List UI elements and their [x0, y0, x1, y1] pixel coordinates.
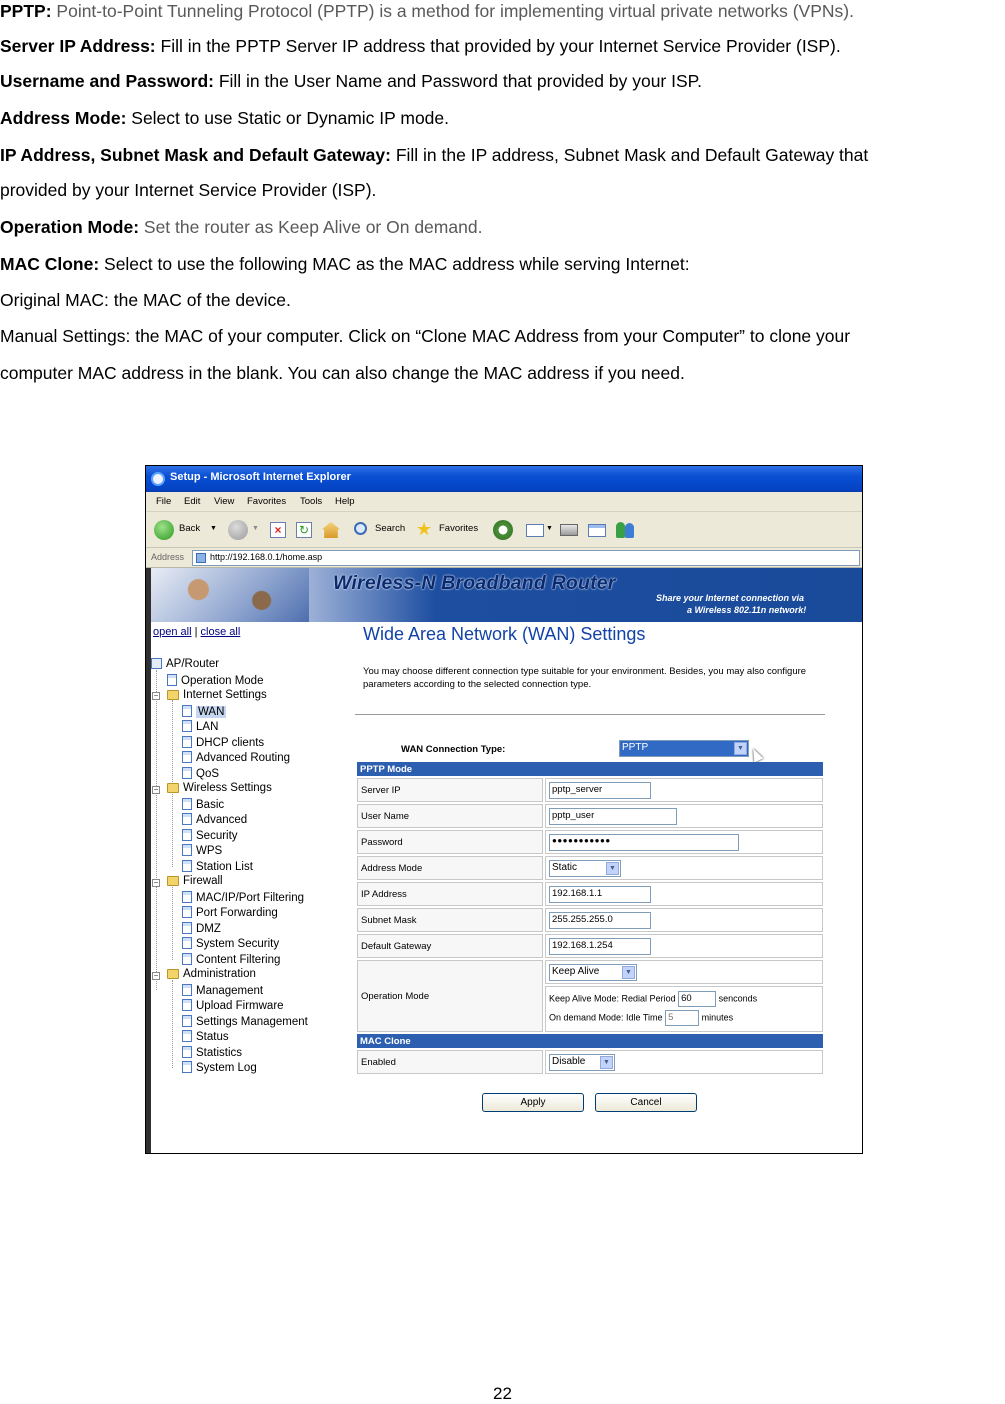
page-icon	[182, 736, 192, 748]
address-bar	[146, 548, 862, 568]
wan-connection-type-label: WAN Connection Type:	[401, 744, 506, 755]
page-icon	[182, 922, 192, 934]
wan-connection-type-value: PPTP	[622, 742, 649, 753]
server-ip-description: Fill in the PPTP Server IP address that provided by your Internet Service Provider (ISP).	[155, 36, 841, 56]
history-icon	[493, 520, 513, 540]
folder-icon	[167, 876, 179, 886]
menu-favorites[interactable]: Favorites	[247, 496, 287, 507]
search-button[interactable]	[352, 518, 412, 542]
page-icon	[167, 674, 177, 686]
redial-period-input[interactable]: 60	[678, 991, 716, 1007]
stop-icon: ×	[270, 522, 286, 538]
open-all-link[interactable]: open all	[153, 626, 192, 638]
star-icon: ★	[416, 519, 433, 539]
server-ip-input[interactable]: pptp_server	[549, 782, 651, 799]
folder-icon	[167, 783, 179, 793]
banner-tagline-2: a Wireless 802.11n network!	[687, 605, 807, 615]
ip-description: Fill in the IP address, Subnet Mask and Default Gateway that	[390, 145, 869, 165]
chevron-down-icon: ▼	[600, 1056, 613, 1069]
chevron-down-icon: ▼	[622, 966, 635, 979]
address-input[interactable]	[192, 550, 860, 566]
address-mode-description: Select to use Static or Dynamic IP mode.	[126, 108, 450, 128]
chevron-down-icon: ▼	[734, 742, 747, 755]
operation-mode-paragraph	[0, 216, 482, 238]
apply-button[interactable]: Apply	[482, 1093, 584, 1112]
favorites-button[interactable]	[416, 518, 484, 542]
forward-arrow-icon	[228, 520, 248, 540]
sidebar-item-lan[interactable]: LAN	[182, 720, 218, 735]
enabled-label: Enabled	[357, 1050, 543, 1074]
divider	[355, 714, 825, 715]
sidebar-item-internet-settings[interactable]: Internet Settings	[167, 689, 267, 704]
sidebar-item-operation-mode[interactable]: Operation Mode	[167, 674, 263, 689]
mac-clone-paragraph	[0, 253, 690, 275]
refresh-button[interactable]	[294, 518, 314, 542]
sidebar-item-management[interactable]: Management	[182, 984, 263, 999]
page-icon	[182, 1015, 192, 1027]
sidebar-item-security[interactable]: Security	[182, 829, 238, 844]
banner-photo	[151, 568, 309, 622]
server-ip-label: Server IP	[357, 778, 543, 802]
page-icon	[182, 798, 192, 810]
page-icon	[182, 705, 192, 717]
back-label: Back	[179, 523, 201, 534]
ip-address-label: IP Address	[357, 882, 543, 906]
mac-clone-select[interactable]	[549, 1054, 615, 1071]
sidebar-item-upload-firmware[interactable]: Upload Firmware	[182, 999, 284, 1014]
sidebar-item-system-log[interactable]: System Log	[182, 1061, 257, 1076]
page-icon	[182, 1046, 192, 1058]
menu-file[interactable]: File	[156, 496, 172, 507]
page-icon	[182, 984, 192, 996]
password-input[interactable]: ●●●●●●●●●●●	[549, 834, 739, 851]
page-title: Wide Area Network (WAN) Settings	[363, 624, 646, 644]
page-icon	[182, 860, 192, 872]
sidebar-item-content-filtering[interactable]: Content Filtering	[182, 953, 280, 968]
address-mode-value: Static	[552, 861, 578, 873]
page-icon	[182, 751, 192, 763]
address-label: Address	[151, 552, 185, 562]
back-dropdown-icon: ▼	[210, 525, 217, 532]
collapse-icon[interactable]: −	[153, 971, 159, 980]
mail-button[interactable]	[524, 518, 554, 542]
page-icon	[182, 767, 192, 779]
sidebar-item-qos[interactable]: QoS	[182, 767, 219, 782]
page-icon	[182, 720, 192, 732]
router-banner	[151, 568, 862, 622]
chevron-down-icon: ▼	[606, 862, 619, 875]
page-icon	[182, 937, 192, 949]
page-icon	[182, 891, 192, 903]
sidebar-item-wan[interactable]: WAN	[182, 705, 226, 720]
close-all-link[interactable]: close all	[200, 626, 241, 638]
ip-paragraph	[0, 144, 868, 166]
term-pptp: PPTP:	[0, 1, 52, 21]
sidebar-item-basic[interactable]: Basic	[182, 798, 224, 813]
page-icon	[182, 999, 192, 1011]
manual-settings-paragraph-cont: computer MAC address in the blank. You can also change the MAC address if you need.	[0, 363, 685, 383]
subnet-mask-label: Subnet Mask	[357, 908, 543, 932]
operation-mode-select[interactable]	[549, 964, 637, 981]
sidebar-item-administration[interactable]: Administration	[167, 968, 256, 983]
mac-clone-value: Disable	[552, 1055, 586, 1067]
idle-time-unit: minutes	[701, 1012, 734, 1023]
pptp-paragraph	[0, 0, 854, 22]
menu-edit[interactable]: Edit	[184, 496, 201, 507]
menu-view[interactable]: View	[214, 496, 235, 507]
keep-alive-label: Keep Alive Mode: Redial Period	[549, 993, 676, 1004]
pptp-settings-table	[355, 760, 825, 1076]
address-mode-label: Address Mode	[357, 856, 543, 880]
menu-tools[interactable]: Tools	[300, 496, 323, 507]
page-icon	[182, 1030, 192, 1042]
sidebar-item-dmz[interactable]: DMZ	[182, 922, 221, 937]
collapse-icon[interactable]: −	[153, 785, 159, 794]
sidebar-item-mac-ip-port-filtering[interactable]: MAC/IP/Port Filtering	[182, 891, 304, 906]
sidebar-item-statistics[interactable]: Statistics	[182, 1046, 242, 1061]
mail-icon	[526, 524, 544, 537]
folder-icon	[167, 969, 179, 979]
sidebar-item-system-security[interactable]: System Security	[182, 937, 279, 952]
term-ip: IP Address, Subnet Mask and Default Gateway:	[0, 145, 391, 165]
refresh-icon: ↻	[296, 522, 312, 538]
mac-clone-header: MAC Clone	[357, 1034, 823, 1048]
title-bar	[146, 466, 862, 492]
sidebar-item-firewall[interactable]: Firewall	[167, 875, 223, 890]
back-button[interactable]	[154, 518, 220, 542]
operation-mode-label: Operation Mode	[357, 960, 543, 1032]
idle-time-input[interactable]: 5	[665, 1010, 699, 1026]
page-icon	[196, 553, 206, 563]
sidebar-item-port-forwarding[interactable]: Port Forwarding	[182, 906, 278, 921]
user-name-input[interactable]: pptp_user	[549, 808, 677, 825]
sidebar-item-advanced-routing[interactable]: Advanced Routing	[182, 751, 290, 766]
default-gateway-input[interactable]: 192.168.1.254	[549, 938, 651, 955]
sidebar-item-wps[interactable]: WPS	[182, 844, 222, 859]
messenger-button[interactable]	[614, 518, 638, 542]
collapse-icon[interactable]: −	[153, 878, 159, 887]
window-title: Setup - Microsoft Internet Explorer	[170, 471, 351, 483]
cancel-button[interactable]: Cancel	[595, 1093, 697, 1112]
edit-button[interactable]	[586, 518, 608, 542]
messenger-icon	[616, 522, 625, 538]
on-demand-label: On demand Mode: Idle Time	[549, 1012, 663, 1023]
print-icon	[560, 524, 578, 536]
forward-dropdown-icon: ▼	[252, 525, 259, 532]
page-icon	[182, 953, 192, 965]
mac-clone-description: Select to use the following MAC as the MAC address while serving Internet:	[99, 254, 690, 274]
address-mode-select[interactable]	[549, 860, 621, 877]
page-number: 22	[493, 1384, 512, 1403]
address-mode-paragraph	[0, 107, 449, 129]
ip-paragraph-cont: provided by your Internet Service Provider (ISP).	[0, 180, 377, 200]
stop-button[interactable]	[268, 518, 288, 542]
wan-connection-type-select[interactable]	[619, 740, 749, 757]
password-label: Password	[357, 830, 543, 854]
browser-window-screenshot	[145, 465, 863, 1154]
home-icon	[322, 522, 340, 538]
favorites-label: Favorites	[439, 523, 479, 534]
collapse-icon[interactable]: −	[153, 691, 159, 700]
term-operation-mode: Operation Mode:	[0, 217, 140, 237]
page-content	[146, 568, 862, 1153]
page-icon	[182, 844, 192, 856]
page-icon	[182, 813, 192, 825]
print-button[interactable]	[558, 518, 580, 542]
folder-icon	[167, 690, 179, 700]
sidebar-item-ap-router[interactable]: AP/Router	[151, 658, 219, 673]
page-description: You may choose different connection type suitable for your environment. Besides, you may also configure parameters according to the selected connection type.	[363, 666, 807, 690]
original-mac-paragraph: Original MAC: the MAC of the device.	[0, 290, 291, 310]
ip-address-input[interactable]: 192.168.1.1	[549, 886, 651, 903]
back-arrow-icon	[154, 520, 174, 540]
term-address-mode: Address Mode:	[0, 108, 127, 128]
menu-help[interactable]: Help	[335, 496, 355, 507]
sidebar-item-advanced[interactable]: Advanced	[182, 813, 247, 828]
address-url: http://192.168.0.1/home.asp	[210, 552, 323, 562]
page-icon	[182, 1061, 192, 1073]
default-gateway-label: Default Gateway	[357, 934, 543, 958]
term-username: Username and Password:	[0, 71, 214, 91]
sidebar-item-settings-management[interactable]: Settings Management	[182, 1015, 308, 1030]
tree-expand-links	[153, 626, 240, 638]
operation-mode-value: Keep Alive	[552, 966, 600, 977]
subnet-mask-input[interactable]: 255.255.255.0	[549, 912, 651, 929]
pptp-mode-header: PPTP Mode	[357, 762, 823, 776]
manual-settings-paragraph: Manual Settings: the MAC of your computer. Click on “Clone MAC Address from your Computer” to clone your	[0, 326, 851, 346]
menu-bar	[146, 492, 862, 512]
window-left-edge	[146, 568, 151, 1153]
product-logo: Wireless-N Broadband Router	[333, 572, 616, 594]
banner-tagline-1: Share your Internet connection via	[656, 593, 805, 603]
sidebar-item-wireless-settings[interactable]: Wireless Settings	[167, 782, 272, 797]
term-server-ip: Server IP Address:	[0, 36, 156, 56]
sidebar-tree	[151, 622, 351, 1153]
pptp-description: Point-to-Point Tunneling Protocol (PPTP) is a method for implementing virtual private networks (VPNs).	[51, 1, 854, 21]
user-name-label: User Name	[357, 804, 543, 828]
sidebar-item-status[interactable]: Status	[182, 1030, 229, 1045]
redial-period-unit: senconds	[718, 993, 758, 1004]
page-icon	[182, 906, 192, 918]
ie-logo-icon	[151, 472, 165, 486]
server-ip-paragraph	[0, 35, 841, 57]
router-icon	[151, 658, 162, 669]
sidebar-item-station-list[interactable]: Station List	[182, 860, 253, 875]
history-button[interactable]	[492, 518, 514, 542]
search-label: Search	[375, 523, 406, 534]
edit-icon	[588, 524, 606, 537]
mail-dropdown-icon: ▼	[546, 525, 553, 532]
search-icon	[354, 522, 367, 535]
username-description: Fill in the User Name and Password that provided by your ISP.	[213, 71, 702, 91]
operation-mode-description: Set the router as Keep Alive or On demand.	[139, 217, 483, 237]
sidebar-item-dhcp-clients[interactable]: DHCP clients	[182, 736, 264, 751]
page-icon	[182, 829, 192, 841]
forward-button[interactable]	[228, 518, 258, 542]
toolbar	[146, 512, 862, 548]
username-paragraph	[0, 70, 702, 92]
link-separator: |	[194, 626, 198, 638]
term-mac-clone: MAC Clone:	[0, 254, 100, 274]
home-button[interactable]	[320, 518, 342, 542]
